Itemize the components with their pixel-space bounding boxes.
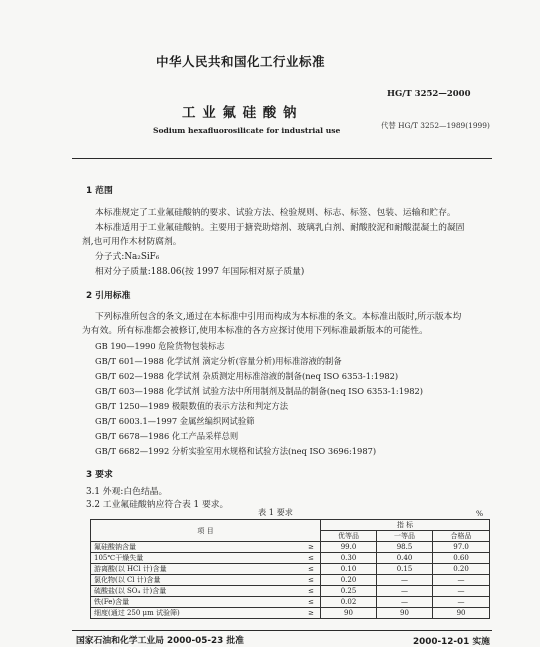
reference-item: GB/T 602—1988 化学试剂 杂质测定用标准溶液的制备(neq ISO 6353-1:1982)	[95, 371, 399, 381]
section-1-title: 1 范围	[86, 186, 113, 196]
value-cell: 99.0	[321, 542, 377, 553]
document-title: 工 业 氟 硅 酸 钠	[182, 105, 298, 121]
value-cell: 97.0	[433, 542, 490, 553]
row-symbol: ≤	[261, 597, 321, 608]
clause-3-2: 3.2 工业氟硅酸钠应符合表 1 要求。	[86, 500, 229, 510]
footer-rule	[72, 630, 492, 631]
table-row	[91, 542, 490, 553]
value-cell: —	[433, 586, 490, 597]
section-2-title: 2 引用标准	[86, 291, 131, 301]
grade-qualified: 合格品	[433, 531, 490, 542]
reference-item: GB/T 6678—1986 化工产品采样总则	[95, 431, 239, 441]
value-cell: 0.20	[321, 575, 377, 586]
value-cell: —	[433, 597, 490, 608]
table-row	[91, 575, 490, 586]
table-row	[91, 553, 490, 564]
grade-first: 一等品	[377, 531, 433, 542]
reference-item: GB/T 6003.1—1997 金属丝编织网试验筛	[95, 416, 255, 426]
table-row	[91, 586, 490, 597]
section-1-paragraph-2b: 剂,也可用作木材防腐剂。	[82, 237, 182, 247]
english-title: Sodium hexafluorosilicate for industrial use	[153, 126, 341, 135]
section-3-title: 3 要求	[86, 470, 113, 480]
value-cell: 0.15	[377, 564, 433, 575]
row-symbol: ≤	[261, 553, 321, 564]
reference-item: GB 190—1990 危险货物包装标志	[95, 341, 225, 351]
value-cell: 0.20	[433, 564, 490, 575]
header-rule	[72, 158, 492, 159]
value-cell: 0.60	[433, 553, 490, 564]
table-header-row	[91, 520, 490, 531]
molecular-mass: 相对分子质量:188.06(按 1997 年国际相对原子质量)	[95, 267, 305, 277]
row-symbol: ≤	[261, 564, 321, 575]
value-cell: 98.5	[377, 542, 433, 553]
approval-line: 国家石油和化学工业局 2000-05-23 批准	[76, 636, 244, 646]
table-unit: %	[476, 509, 484, 518]
standard-number: HG/T 3252—2000	[387, 89, 471, 99]
requirements-table	[90, 519, 490, 619]
replaces-note: 代替 HG/T 3252—1989(1999)	[381, 121, 490, 130]
value-cell: 90	[321, 608, 377, 619]
row-name: 游离酸(以 HCl 计)含量	[91, 564, 261, 575]
row-symbol: ≤	[261, 586, 321, 597]
implementation-date: 2000-12-01 实施	[413, 637, 490, 647]
row-symbol: ≥	[261, 542, 321, 553]
value-cell: —	[433, 575, 490, 586]
row-symbol: ≥	[261, 608, 321, 619]
clause-3-1: 3.1 外观:白色结晶。	[86, 487, 168, 497]
value-cell: —	[377, 575, 433, 586]
value-cell: 0.40	[377, 553, 433, 564]
section-2-paragraph-a: 下列标准所包含的条文,通过在本标准中引用而构成为本标准的条文。本标准出版时,所示版本均	[95, 312, 462, 322]
row-name: 氟硅酸钠含量	[91, 542, 261, 553]
reference-item: GB/T 6682—1992 分析实验室用水规格和试验方法(neq ISO 3696:1987)	[95, 446, 377, 456]
value-cell: 90	[433, 608, 490, 619]
table-caption: 表 1 要求	[258, 507, 293, 517]
row-name: 细度(通过 250 μm 试验筛)	[91, 608, 261, 619]
value-cell: 0.25	[321, 586, 377, 597]
value-cell: —	[377, 597, 433, 608]
reference-item: GB/T 601—1988 化学试剂 滴定分析(容量分析)用标准溶液的制备	[95, 356, 342, 366]
row-name: 硫酸盐(以 SO₄ 计)含量	[91, 586, 261, 597]
value-cell: 0.10	[321, 564, 377, 575]
section-2-paragraph-b: 为有效。所有标准都会被修订,使用本标准的各方应探讨使用下列标准最新版本的可能性。	[82, 326, 428, 336]
table-row	[91, 597, 490, 608]
grade-superior: 优等品	[321, 531, 377, 542]
row-name: 氯化物(以 Cl 计)含量	[91, 575, 261, 586]
row-name: 105℃干燥失量	[91, 553, 261, 564]
section-1-paragraph-2a: 本标准适用于工业氟硅酸钠。主要用于搪瓷助熔剂、玻璃乳白剂、耐酸胶泥和耐酸混凝土的凝固	[95, 223, 465, 233]
row-name: 铁(Fe)含量	[91, 597, 261, 608]
value-cell: 0.30	[321, 553, 377, 564]
reference-item: GB/T 1250—1989 极限数值的表示方法和判定方法	[95, 401, 289, 411]
value-cell: 0.02	[321, 597, 377, 608]
header-index: 指 标	[321, 520, 490, 531]
table-row	[91, 564, 490, 575]
value-cell: —	[377, 586, 433, 597]
value-cell: 90	[377, 608, 433, 619]
reference-item: GB/T 603—1988 化学试剂 试验方法中所用制剂及制品的制备(neq ISO 6353-1:1982)	[95, 386, 424, 396]
row-symbol: ≤	[261, 575, 321, 586]
table-row	[91, 608, 490, 619]
org-title: 中华人民共和国化工行业标准	[156, 54, 326, 69]
header-item: 项 目	[91, 520, 321, 542]
section-1-paragraph-1: 本标准规定了工业氟硅酸钠的要求、试验方法、检验规则、标志、标签、包装、运输和贮存。	[95, 208, 456, 218]
molecular-formula: 分子式:Na₂SiF₆	[95, 252, 160, 262]
